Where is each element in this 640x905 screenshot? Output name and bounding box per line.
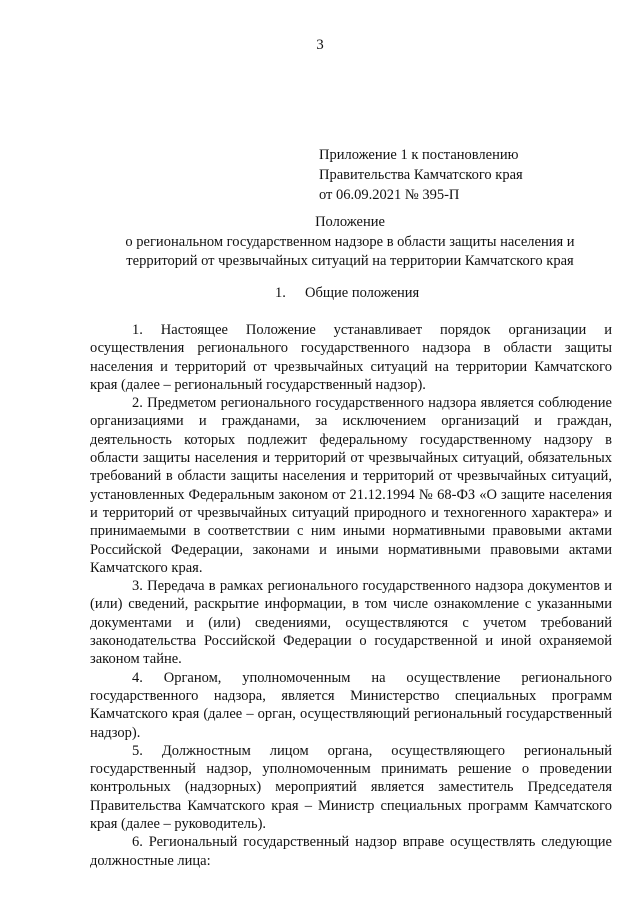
paragraph: 4. Органом, уполномоченным на осуществление регионального государственного надзора, является Министерство специальных программ Камчатского края (далее – орган, осуществляющий региональный государственный надзор). bbox=[90, 669, 612, 741]
appendix-line: Приложение 1 к постановлению bbox=[319, 147, 519, 163]
paragraph: 6. Региональный государственный надзор вправе осуществлять следующие должностные лица: bbox=[90, 834, 612, 869]
appendix-line: от 06.09.2021 № 395-П bbox=[319, 187, 460, 203]
title-line: территорий от чрезвычайных ситуаций на территории Камчатского края bbox=[126, 253, 574, 269]
body-text bbox=[90, 321, 612, 870]
section-title: Общие положения bbox=[305, 285, 420, 301]
paragraph: 3. Передача в рамках регионального государственного надзора документов и (или) сведений, раскрытие информации, в том числе ознакомление с указанными документами и (или) сведениями, осуществляются с учетом требований законодательства Российской Федерации о государственной и иной охраняемой законом тайне. bbox=[90, 578, 612, 668]
appendix-reference bbox=[319, 145, 523, 205]
paragraph: 2. Предметом регионального государственного надзора является соблюдение организациями и гражданами, за исключением организаций и граждан, деятельность которых подлежит федеральному государственному надзору в области защиты населения и территорий от чрезвычайных ситуаций, обязательных требований в области защиты населения и территорий от чрезвычайных ситуаций, установленных Федеральным законом от 21.12.1994 № 68-ФЗ «О защите населения и территорий от чрезвычайных ситуаций природного и техногенного характера» и принимаемыми в соответствии с ним иными нормативными правовыми актами Российской Федерации, законами и иными нормативными правовыми актами Камчатского края. bbox=[90, 395, 612, 576]
appendix-line: Правительства Камчатского края bbox=[319, 167, 523, 183]
paragraph: 1. Настоящее Положение устанавливает порядок организации и осуществления регионального государственного надзора в области защиты населения и территорий от чрезвычайных ситуаций на территории Камчатского края (далее – региональный государственный надзор). bbox=[90, 322, 612, 393]
document-title bbox=[50, 213, 640, 272]
section-heading bbox=[275, 285, 419, 302]
title-line: Положение bbox=[315, 214, 385, 230]
page-number: 3 bbox=[316, 37, 324, 53]
title-line: о региональном государственном надзоре в области защиты населения и bbox=[125, 233, 575, 250]
paragraph: 5. Должностным лицом органа, осуществляющего региональный государственный надзор, уполномоченным принимать решение о проведении контрольных (надзорных) мероприятий является заместитель Председателя Правительства Камчатского края – Министр специальных программ Камчатского края (далее – руководитель). bbox=[90, 742, 612, 833]
section-number: 1. bbox=[275, 285, 286, 301]
